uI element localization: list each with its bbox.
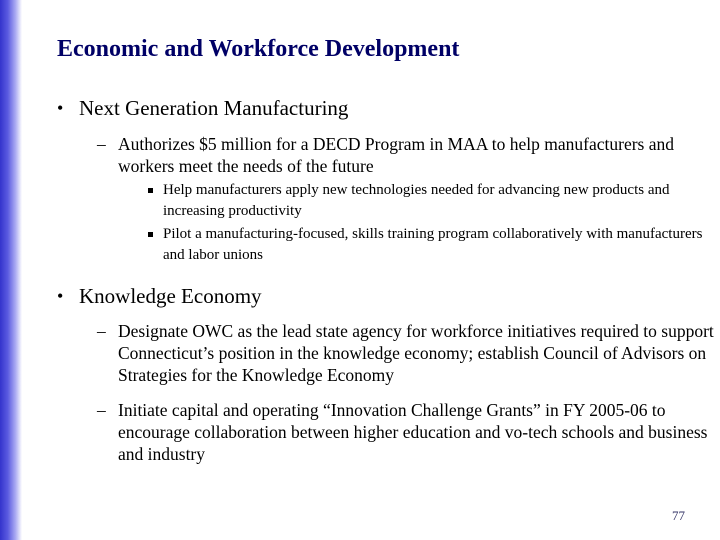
manufacturing-subitem xyxy=(148,224,718,266)
slide-title: Economic and Workforce Development xyxy=(57,36,460,62)
bullet-icon: • xyxy=(57,98,64,118)
knowledge-economy-item xyxy=(97,399,717,465)
section-heading-text: Next Generation Manufacturing xyxy=(79,96,349,120)
dash-icon: – xyxy=(97,134,106,154)
square-bullet-icon xyxy=(148,188,153,193)
dash-icon: – xyxy=(97,321,106,341)
knowledge-economy-item-text: Designate OWC as the lead state agency for workforce initiatives required to support Connecticut’s position in the knowledge economy; establish Council of Advisors on Strategies for the Knowledge Economy xyxy=(118,321,714,385)
manufacturing-subitem-text: Pilot a manufacturing-focused, skills training program collaboratively with manufacturers and labor unions xyxy=(163,226,703,263)
manufacturing-subitem xyxy=(148,180,718,222)
knowledge-economy-item-text: Initiate capital and operating “Innovation Challenge Grants” in FY 2005-06 to encourage collaboration between higher education and vo-tech schools and business and industry xyxy=(118,400,708,464)
manufacturing-item-text: Authorizes $5 million for a DECD Program in MAA to help manufacturers and workers meet the needs of the future xyxy=(118,134,675,176)
manufacturing-subitem-text: Help manufacturers apply new technologies needed for advancing new products and increasing productivity xyxy=(163,182,670,219)
section-heading-text: Knowledge Economy xyxy=(79,284,262,308)
knowledge-economy-item xyxy=(97,320,717,386)
square-bullet-icon xyxy=(148,232,153,237)
slide-side-bar xyxy=(0,0,22,540)
bullet-icon: • xyxy=(57,286,64,306)
dash-icon: – xyxy=(97,400,106,420)
manufacturing-item xyxy=(97,133,717,177)
page-number: 77 xyxy=(672,508,685,523)
